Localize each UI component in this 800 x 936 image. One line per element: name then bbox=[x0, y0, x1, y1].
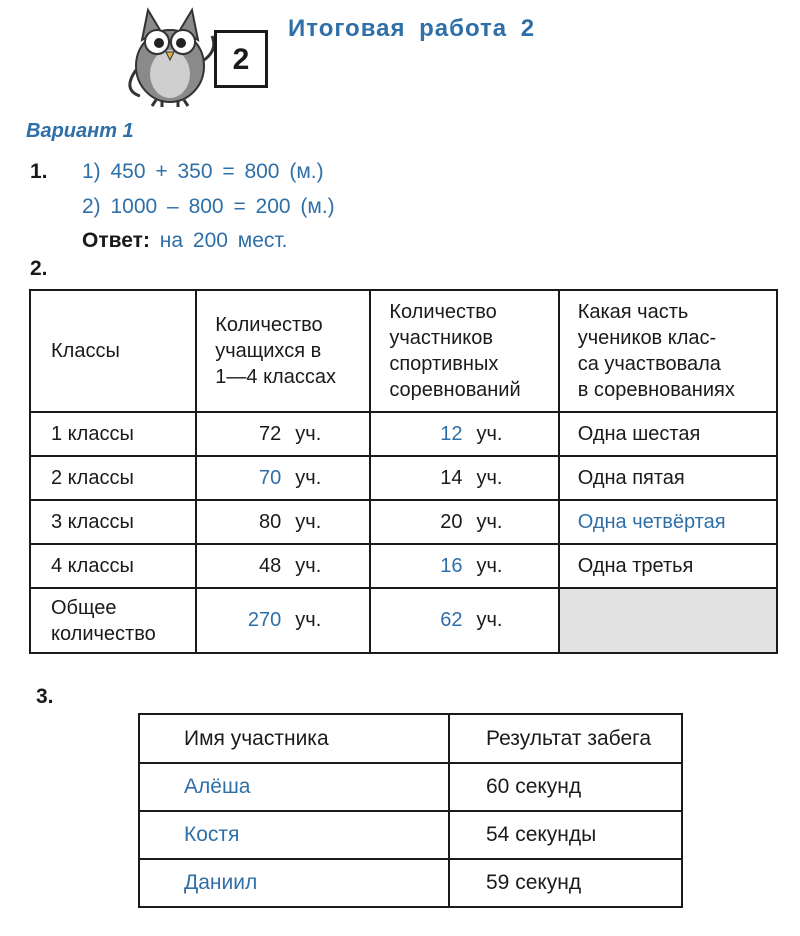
fraction-cell: Одна пятая bbox=[559, 456, 777, 500]
unit: уч. bbox=[295, 510, 322, 533]
unit: уч. bbox=[476, 609, 503, 631]
pupils-value: 80 bbox=[259, 510, 282, 533]
fraction-cell: Одна четвёртая bbox=[559, 500, 777, 544]
header-line: са участвовала bbox=[577, 353, 721, 375]
header-pupils bbox=[196, 290, 370, 412]
race-results-table bbox=[138, 713, 683, 908]
fraction-cell: Одна третья bbox=[559, 544, 777, 588]
header-line: учеников клас- bbox=[577, 327, 717, 349]
participants-cell bbox=[370, 456, 558, 500]
pupils-cell bbox=[196, 544, 370, 588]
class-participation-table bbox=[29, 289, 778, 654]
header-participants bbox=[370, 290, 558, 412]
header-line: учащихся в bbox=[215, 340, 322, 362]
shaded-empty-cell bbox=[559, 588, 777, 653]
work-number-badge: 2 bbox=[214, 30, 268, 88]
participants-cell bbox=[370, 500, 558, 544]
unit: уч. bbox=[295, 554, 322, 577]
pupils-cell bbox=[196, 500, 370, 544]
pupils-cell bbox=[196, 412, 370, 456]
total-label-cell bbox=[30, 588, 196, 653]
total-label-line: количество bbox=[51, 622, 156, 645]
task3-number: 3. bbox=[36, 685, 54, 708]
total-pupils-value: 270 bbox=[247, 609, 282, 631]
unit: уч. bbox=[295, 609, 322, 631]
table-row bbox=[139, 859, 682, 907]
header-line: 1—4 классах bbox=[215, 366, 336, 388]
header-line: Какая часть bbox=[577, 301, 689, 323]
class-cell: 3 классы bbox=[30, 500, 196, 544]
unit: уч. bbox=[476, 554, 503, 577]
class-cell: 1 классы bbox=[30, 412, 196, 456]
unit: уч. bbox=[295, 422, 322, 445]
pupils-value: 70 bbox=[259, 466, 282, 489]
header-line: Количество bbox=[389, 301, 497, 323]
race-result: 60 секунд bbox=[449, 763, 682, 811]
total-pupils-cell bbox=[196, 588, 370, 653]
class-cell: 4 классы bbox=[30, 544, 196, 588]
page-title: Итоговая работа 2 bbox=[288, 15, 536, 42]
task2-number: 2. bbox=[30, 257, 48, 280]
table-row bbox=[30, 500, 777, 544]
header-line: участников bbox=[389, 327, 493, 349]
total-participants-value: 62 bbox=[440, 609, 463, 631]
unit: уч. bbox=[476, 422, 503, 445]
table-header-row bbox=[139, 714, 682, 763]
participant-name: Костя bbox=[139, 811, 449, 859]
header-line: соревнований bbox=[389, 379, 521, 401]
table-row bbox=[139, 811, 682, 859]
header-fraction bbox=[559, 290, 777, 412]
header-line: Количество bbox=[215, 314, 323, 336]
table-row bbox=[30, 456, 777, 500]
participant-name: Даниил bbox=[139, 859, 449, 907]
answer-label: Ответ: bbox=[82, 229, 150, 252]
variant-label: Вариант 1 bbox=[26, 120, 134, 142]
task1-step2: 2) 1000 – 800 = 200 (м.) bbox=[82, 195, 335, 218]
answer-text: на 200 мест. bbox=[159, 229, 288, 252]
header-line: в соревнованиях bbox=[577, 379, 735, 401]
table-row bbox=[139, 763, 682, 811]
unit: уч. bbox=[476, 510, 503, 533]
total-row bbox=[30, 588, 777, 653]
participants-cell bbox=[370, 412, 558, 456]
participants-value: 20 bbox=[440, 510, 463, 533]
unit: уч. bbox=[295, 466, 322, 489]
table-row bbox=[30, 544, 777, 588]
race-result: 54 секунды bbox=[449, 811, 682, 859]
total-label-line: Общее bbox=[51, 596, 117, 619]
participants-value: 16 bbox=[440, 554, 463, 577]
participants-cell bbox=[370, 544, 558, 588]
total-participants-cell bbox=[370, 588, 558, 653]
race-result: 59 секунд bbox=[449, 859, 682, 907]
fraction-cell: Одна шестая bbox=[559, 412, 777, 456]
pupils-cell bbox=[196, 456, 370, 500]
participants-value: 12 bbox=[440, 422, 463, 445]
table-row bbox=[30, 412, 777, 456]
class-cell: 2 классы bbox=[30, 456, 196, 500]
unit: уч. bbox=[476, 466, 503, 489]
header-participant-name: Имя участника bbox=[139, 714, 449, 763]
pupils-value: 72 bbox=[259, 422, 282, 445]
participant-name: Алёша bbox=[139, 763, 449, 811]
pupils-value: 48 bbox=[259, 554, 282, 577]
header-classes: Классы bbox=[30, 290, 196, 412]
owl-mascot-icon bbox=[112, 0, 222, 108]
table-header-row bbox=[30, 290, 777, 412]
task1-answer bbox=[82, 229, 288, 253]
participants-value: 14 bbox=[440, 466, 463, 489]
header-race-result: Результат забега bbox=[449, 714, 682, 763]
task1-step1: 1) 450 + 350 = 800 (м.) bbox=[82, 160, 324, 183]
header-line: спортивных bbox=[389, 353, 499, 375]
task1-number: 1. bbox=[30, 160, 48, 183]
